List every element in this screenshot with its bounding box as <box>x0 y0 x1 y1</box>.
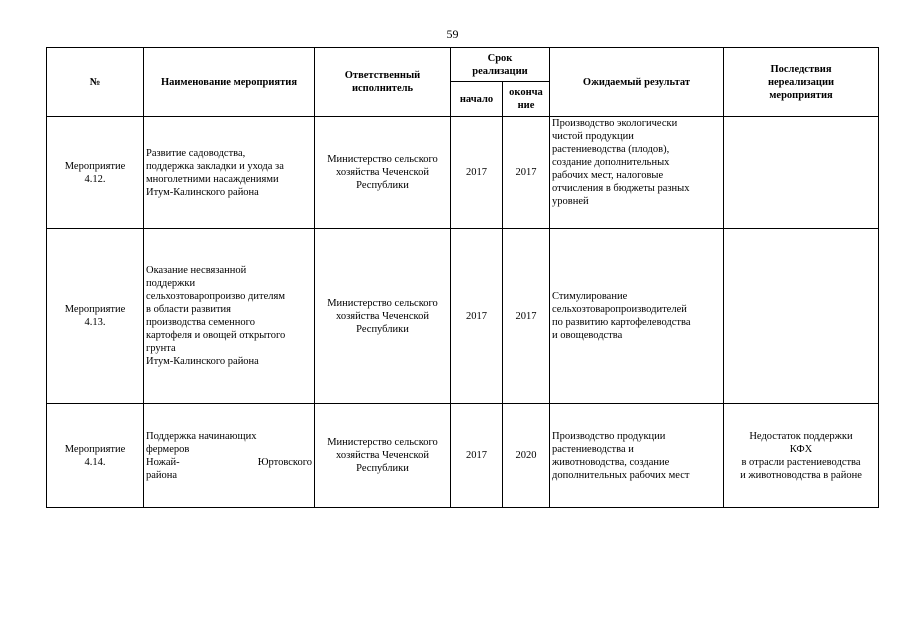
header-name: Наименование мероприятия <box>144 48 315 117</box>
row-end: 2017 <box>503 117 550 229</box>
header-number: № <box>47 48 144 117</box>
row-consequences <box>724 117 879 229</box>
row-name: Оказание несвязанной поддержки сельхозтоваропроизво дителям в области развития производства семенного картофеля и овощей открытого грунта Итум-Калинского района <box>144 229 315 404</box>
row-start: 2017 <box>451 117 503 229</box>
row-executor: Министерство сельского хозяйства Чеченской Республики <box>315 117 451 229</box>
header-period: Срок реализации <box>451 48 550 82</box>
row-name-justified-line <box>146 456 312 469</box>
table-row <box>47 229 879 404</box>
row-end: 2017 <box>503 229 550 404</box>
row-consequences: Недостаток поддержки КФХ в отрасли растениеводства и животноводства в районе <box>724 404 879 508</box>
table-row <box>47 117 879 229</box>
header-result: Ожидаемый результат <box>550 48 724 117</box>
row-result: Стимулирование сельхозтоваропроизводителей по развитию картофелеводства и овощеводства <box>550 229 724 404</box>
row-name <box>144 404 315 508</box>
row-start: 2017 <box>451 229 503 404</box>
row-result: Производство экологически чистой продукции растениеводства (плодов), создание дополнительных рабочих мест, налоговые отчисления в бюджеты разных уровней <box>550 117 724 229</box>
row-number: Мероприятие 4.13. <box>47 229 144 404</box>
measures-table <box>46 47 879 508</box>
header-executor: Ответственный исполнитель <box>315 48 451 117</box>
row-name-word: Ножай- <box>146 456 180 468</box>
row-end: 2020 <box>503 404 550 508</box>
row-name-line: района <box>146 469 178 481</box>
row-number: Мероприятие 4.12. <box>47 117 144 229</box>
row-name-line: фермеров <box>146 443 190 455</box>
row-name-word: Юртовского <box>257 456 312 468</box>
header-consequences: Последствия нереализации мероприятия <box>724 48 879 117</box>
row-result: Производство продукции растениеводства и животноводства, создание дополнительных рабочих мест <box>550 404 724 508</box>
row-executor: Министерство сельского хозяйства Чеченской Республики <box>315 404 451 508</box>
row-consequences <box>724 229 879 404</box>
table-row <box>47 404 879 508</box>
header-end: оконча ние <box>503 82 550 117</box>
row-number: Мероприятие 4.14. <box>47 404 144 508</box>
row-name: Развитие садоводства, поддержка закладки и ухода за многолетними насаждениями Итум-Калинского района <box>144 117 315 229</box>
row-executor: Министерство сельского хозяйства Чеченской Республики <box>315 229 451 404</box>
row-start: 2017 <box>451 404 503 508</box>
row-name-line: Поддержка начинающих <box>146 430 257 442</box>
page-number: 59 <box>446 27 459 41</box>
header-start: начало <box>451 82 503 117</box>
